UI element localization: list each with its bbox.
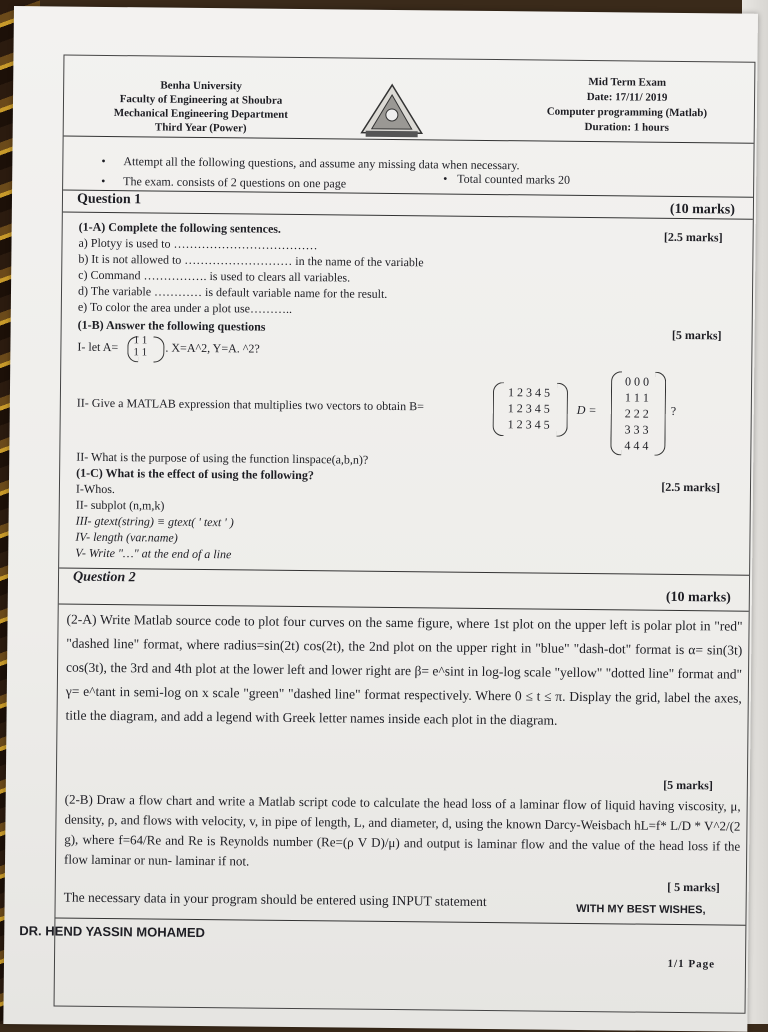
q1a-item: b) It is not allowed to ……………………… in the name of the variable bbox=[78, 251, 424, 270]
matrix-row: 1 2 3 4 5 bbox=[507, 401, 550, 416]
best-wishes: WITH MY BEST WISHES, bbox=[576, 902, 706, 917]
q1c-item: IV- length (var.name) bbox=[75, 529, 178, 545]
matrix-B bbox=[499, 384, 559, 433]
page-number: 1/1 Page bbox=[667, 957, 716, 971]
matrix-row: 1 2 3 4 5 bbox=[507, 417, 550, 432]
question2-marks: (10 marks) bbox=[665, 589, 731, 606]
matrix-D-label: D = bbox=[576, 402, 597, 418]
instruction-line-3: Total counted marks 20 bbox=[457, 171, 571, 187]
instruction-line-2: The exam. consists of 2 questions on one page bbox=[123, 174, 347, 191]
q2b-marks: [ 5 marks] bbox=[667, 879, 720, 895]
q1a-item: a) Plotyy is used to ……………………………… bbox=[78, 235, 318, 253]
bullet-icon: • bbox=[101, 153, 106, 168]
q1c-item: V- Write "…" at the end of a line bbox=[75, 545, 232, 562]
q1b-title: (1-B) Answer the following questions bbox=[77, 317, 266, 334]
matrix-bracket bbox=[654, 372, 666, 456]
department-name: Mechanical Engineering Department bbox=[113, 107, 289, 121]
bullet-icon: • bbox=[101, 173, 106, 188]
q1a-item: d) The variable ………… is default variable name for the result. bbox=[77, 283, 388, 301]
q1c-item: III- gtext(string) ≡ gtext( ' text ' ) bbox=[75, 513, 234, 530]
q2b-marks-top: [5 marks] bbox=[663, 777, 713, 793]
faculty-name: Faculty of Engineering at Shoubra bbox=[119, 93, 283, 107]
matrix-row: 1 1 1 bbox=[624, 390, 650, 405]
q1c-title: (1-C) What is the effect of using the following? bbox=[76, 465, 314, 483]
q1a-title: (1-A) Complete the following sentences. bbox=[78, 219, 282, 236]
q1b-item-3: II- What is the purpose of using the function linspace(a,b,n)? bbox=[76, 449, 369, 467]
q1c-marks: [2.5 marks] bbox=[661, 479, 721, 495]
matrix-row: 1 1 bbox=[133, 334, 148, 347]
exam-frame bbox=[19, 55, 756, 1014]
matrix-bracket bbox=[153, 336, 164, 362]
q1a-item: e) To color the area under a plot use……….. bbox=[77, 299, 293, 316]
course-name: Computer programming (Matlab) bbox=[546, 105, 708, 120]
q1c-item: II- subplot (n,m,k) bbox=[75, 497, 165, 513]
matrix-row: 1 2 3 4 5 bbox=[507, 385, 551, 400]
q2a-text: (2-A) Write Matlab source code to plot four curves on the same figure, where 1st plot on the upper left is polar plot in "red" "dashed line" format, where radius=sin(2t) cos(2t), the 2nd plot on the upper right in "blue" "dash-dot" format is α= sin(3t) cos(3t), the 3rd and 4th plot at the lower left and lower right are β= e^sint in log-log scale "yellow" "dotted line" format and" γ= e^tant in semi-log on x scale "green" "dashed line" format respectively. Where 0 ≤ t ≤ π. Display the grid, label the axes, title the diagram, and add a legend with Greek letter names inside each plot in the diagram. bbox=[65, 611, 743, 728]
matrix-row: 0 0 0 bbox=[625, 374, 650, 389]
instruction-line-1: Attempt all the following questions, and assume any missing data when necessary. bbox=[123, 154, 520, 173]
q1b-item-1-label: I- let A= bbox=[77, 339, 119, 355]
question2-top-rule bbox=[59, 568, 749, 576]
header-left bbox=[86, 78, 317, 136]
exam-duration: Duration: 1 hours bbox=[584, 120, 669, 134]
university-name: Benha University bbox=[160, 79, 243, 93]
question-mark: ? bbox=[670, 403, 677, 418]
q2b-text: (2-B) Draw a flow chart and write a Matlab script code to calculate the head loss of a laminar flow of liquid having viscosity, μ, density, ρ, and flows with velocity, v, in pipe of length, L, and diameter, d, using the known Darcy-Weisbach hL=f* L/D * V^2/(2 g), where f=64/Re and Re is Reynolds number (Re=(ρ V D)/μ) and output is laminar flow and the value of the head loss if the flow laminar or nun- laminar if not. bbox=[63, 791, 741, 869]
header-right bbox=[512, 74, 743, 136]
q1a-item: c) Command ……………. is used to clears all variables. bbox=[78, 267, 351, 285]
author-name: DR. HEND YASSIN MOHAMED bbox=[19, 923, 206, 941]
matrix-D bbox=[616, 373, 657, 453]
year-label: Third Year (Power) bbox=[154, 121, 247, 135]
q1c-item: I-Whos. bbox=[75, 481, 116, 497]
question1-top-rule bbox=[63, 190, 753, 198]
q1b-item-1-rest: . X=A^2, Y=A. ^2? bbox=[165, 340, 260, 356]
matrix-row: 4 4 4 bbox=[624, 438, 649, 453]
question1-title: Question 1 bbox=[76, 191, 142, 208]
q1b-marks: [5 marks] bbox=[671, 327, 722, 343]
question2-title: Question 2 bbox=[72, 569, 136, 586]
matrix-A bbox=[133, 334, 147, 358]
input-instruction: The necessary data in your program should be entered using INPUT statement bbox=[63, 889, 487, 909]
matrix-bracket bbox=[557, 383, 569, 437]
q1b-item-2: II- Give a MATLAB expression that multiplies two vectors to obtain B= bbox=[76, 395, 424, 414]
matrix-row: 2 2 2 bbox=[624, 406, 649, 421]
matrix-row: 1 1 bbox=[133, 346, 148, 359]
matrix-row: 3 3 3 bbox=[624, 422, 649, 437]
question1-title-rule bbox=[63, 212, 753, 220]
question1-marks: (10 marks) bbox=[669, 201, 735, 218]
exam-sheet bbox=[3, 6, 758, 1032]
q1a-marks: [2.5 marks] bbox=[663, 229, 723, 245]
exam-type: Mid Term Exam bbox=[588, 76, 667, 89]
bullet-icon: • bbox=[443, 171, 448, 186]
university-logo-icon bbox=[356, 81, 429, 142]
exam-date: Date: 17/11/ 2019 bbox=[586, 91, 668, 104]
